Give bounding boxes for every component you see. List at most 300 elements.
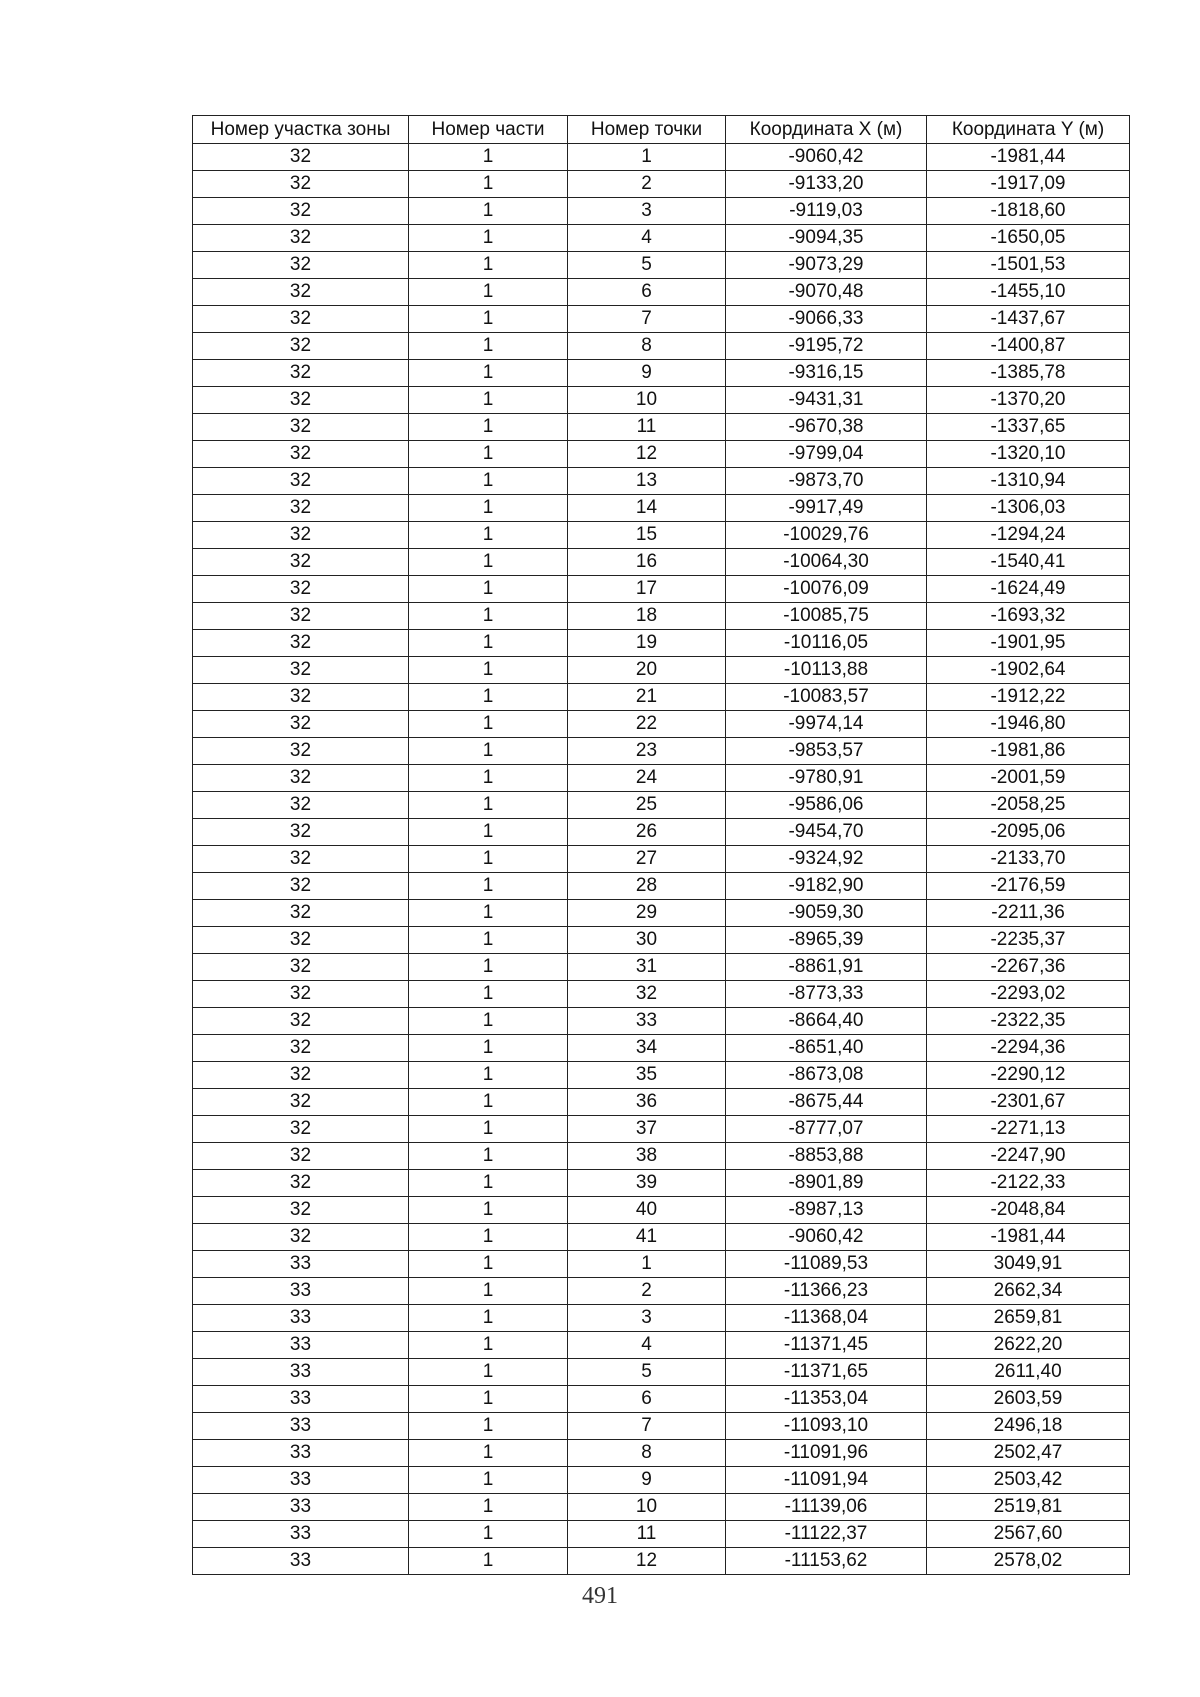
zone-section-cell: 32 <box>193 792 409 819</box>
coordinate-y-cell: -2294,36 <box>927 1035 1130 1062</box>
coordinate-y-cell: 2603,59 <box>927 1386 1130 1413</box>
coordinate-x-cell: -10083,57 <box>726 684 927 711</box>
coordinate-y-cell: -2001,59 <box>927 765 1130 792</box>
coordinate-y-cell: -1294,24 <box>927 522 1130 549</box>
coordinate-y-cell: -1540,41 <box>927 549 1130 576</box>
table-row <box>193 981 1130 1008</box>
table-row <box>193 603 1130 630</box>
part-number-cell: 1 <box>409 792 568 819</box>
table-row <box>193 414 1130 441</box>
coordinate-x-cell: -9060,42 <box>726 144 927 171</box>
header-zone-section: Номер участка зоны <box>193 116 409 144</box>
coordinate-y-cell: -2290,12 <box>927 1062 1130 1089</box>
table-row <box>193 495 1130 522</box>
part-number-cell: 1 <box>409 1305 568 1332</box>
coordinate-y-cell: -1981,44 <box>927 1224 1130 1251</box>
point-number-cell: 1 <box>568 144 726 171</box>
coordinate-y-cell: -1437,67 <box>927 306 1130 333</box>
coordinates-table <box>192 115 1130 1575</box>
coordinate-x-cell: -9431,31 <box>726 387 927 414</box>
coordinate-y-cell: 2496,18 <box>927 1413 1130 1440</box>
zone-section-cell: 32 <box>193 414 409 441</box>
coordinate-x-cell: -10029,76 <box>726 522 927 549</box>
coordinate-x-cell: -8861,91 <box>726 954 927 981</box>
table-row <box>193 738 1130 765</box>
point-number-cell: 12 <box>568 1548 726 1575</box>
point-number-cell: 28 <box>568 873 726 900</box>
table-row <box>193 819 1130 846</box>
coordinate-y-cell: -2322,35 <box>927 1008 1130 1035</box>
coordinate-x-cell: -9974,14 <box>726 711 927 738</box>
table-row <box>193 1386 1130 1413</box>
coordinate-x-cell: -9059,30 <box>726 900 927 927</box>
coordinate-x-cell: -11371,45 <box>726 1332 927 1359</box>
point-number-cell: 3 <box>568 1305 726 1332</box>
part-number-cell: 1 <box>409 279 568 306</box>
zone-section-cell: 33 <box>193 1440 409 1467</box>
part-number-cell: 1 <box>409 1386 568 1413</box>
table-row <box>193 441 1130 468</box>
table-header <box>193 116 1130 144</box>
part-number-cell: 1 <box>409 1413 568 1440</box>
coordinate-x-cell: -8773,33 <box>726 981 927 1008</box>
coordinate-x-cell: -9316,15 <box>726 360 927 387</box>
part-number-cell: 1 <box>409 657 568 684</box>
table-row <box>193 468 1130 495</box>
table-row <box>193 1170 1130 1197</box>
coordinate-y-cell: -1901,95 <box>927 630 1130 657</box>
coordinate-x-cell: -10085,75 <box>726 603 927 630</box>
table-row <box>193 1224 1130 1251</box>
zone-section-cell: 32 <box>193 738 409 765</box>
zone-section-cell: 33 <box>193 1359 409 1386</box>
part-number-cell: 1 <box>409 1332 568 1359</box>
table-row <box>193 846 1130 873</box>
coordinate-y-cell: 2519,81 <box>927 1494 1130 1521</box>
zone-section-cell: 32 <box>193 1170 409 1197</box>
part-number-cell: 1 <box>409 549 568 576</box>
part-number-cell: 1 <box>409 522 568 549</box>
point-number-cell: 29 <box>568 900 726 927</box>
part-number-cell: 1 <box>409 1062 568 1089</box>
zone-section-cell: 32 <box>193 900 409 927</box>
coordinate-y-cell: -1917,09 <box>927 171 1130 198</box>
zone-section-cell: 32 <box>193 711 409 738</box>
zone-section-cell: 32 <box>193 144 409 171</box>
coordinate-x-cell: -9324,92 <box>726 846 927 873</box>
table-row <box>193 1440 1130 1467</box>
coordinate-y-cell: -1693,32 <box>927 603 1130 630</box>
coordinate-y-cell: -2048,84 <box>927 1197 1130 1224</box>
part-number-cell: 1 <box>409 1197 568 1224</box>
coordinate-x-cell: -11366,23 <box>726 1278 927 1305</box>
coordinate-y-cell: -1946,80 <box>927 711 1130 738</box>
coordinate-y-cell: -2247,90 <box>927 1143 1130 1170</box>
table-row <box>193 1143 1130 1170</box>
coordinate-x-cell: -9780,91 <box>726 765 927 792</box>
part-number-cell: 1 <box>409 144 568 171</box>
table-row <box>193 171 1130 198</box>
zone-section-cell: 33 <box>193 1413 409 1440</box>
coordinate-x-cell: -9799,04 <box>726 441 927 468</box>
table-row <box>193 711 1130 738</box>
table-row <box>193 279 1130 306</box>
point-number-cell: 10 <box>568 387 726 414</box>
zone-section-cell: 32 <box>193 279 409 306</box>
coordinate-x-cell: -9060,42 <box>726 1224 927 1251</box>
zone-section-cell: 32 <box>193 1089 409 1116</box>
coordinate-y-cell: -1385,78 <box>927 360 1130 387</box>
zone-section-cell: 32 <box>193 198 409 225</box>
zone-section-cell: 32 <box>193 1062 409 1089</box>
zone-section-cell: 32 <box>193 1224 409 1251</box>
coordinate-x-cell: -9873,70 <box>726 468 927 495</box>
zone-section-cell: 32 <box>193 1197 409 1224</box>
zone-section-cell: 33 <box>193 1278 409 1305</box>
table-row <box>193 360 1130 387</box>
point-number-cell: 7 <box>568 306 726 333</box>
table-row <box>193 900 1130 927</box>
page-number: 491 <box>582 1583 618 1609</box>
point-number-cell: 5 <box>568 1359 726 1386</box>
point-number-cell: 38 <box>568 1143 726 1170</box>
coordinate-y-cell: -1902,64 <box>927 657 1130 684</box>
coordinate-y-cell: -2176,59 <box>927 873 1130 900</box>
table-row <box>193 1467 1130 1494</box>
coordinate-y-cell: -2211,36 <box>927 900 1130 927</box>
point-number-cell: 5 <box>568 252 726 279</box>
coordinate-x-cell: -9917,49 <box>726 495 927 522</box>
table-row <box>193 1251 1130 1278</box>
zone-section-cell: 32 <box>193 333 409 360</box>
part-number-cell: 1 <box>409 765 568 792</box>
point-number-cell: 40 <box>568 1197 726 1224</box>
table-row <box>193 684 1130 711</box>
zone-section-cell: 32 <box>193 360 409 387</box>
zone-section-cell: 32 <box>193 684 409 711</box>
point-number-cell: 8 <box>568 1440 726 1467</box>
part-number-cell: 1 <box>409 414 568 441</box>
zone-section-cell: 32 <box>193 306 409 333</box>
coordinate-x-cell: -9073,29 <box>726 252 927 279</box>
point-number-cell: 31 <box>568 954 726 981</box>
coordinate-y-cell: -1455,10 <box>927 279 1130 306</box>
zone-section-cell: 33 <box>193 1494 409 1521</box>
part-number-cell: 1 <box>409 1521 568 1548</box>
part-number-cell: 1 <box>409 468 568 495</box>
zone-section-cell: 32 <box>193 495 409 522</box>
coordinate-y-cell: -2235,37 <box>927 927 1130 954</box>
coordinate-x-cell: -11153,62 <box>726 1548 927 1575</box>
table-row <box>193 1089 1130 1116</box>
table-row <box>193 387 1130 414</box>
coordinate-x-cell: -9066,33 <box>726 306 927 333</box>
table-row <box>193 765 1130 792</box>
zone-section-cell: 32 <box>193 387 409 414</box>
table-row <box>193 1035 1130 1062</box>
zone-section-cell: 33 <box>193 1305 409 1332</box>
part-number-cell: 1 <box>409 1467 568 1494</box>
part-number-cell: 1 <box>409 1035 568 1062</box>
point-number-cell: 39 <box>568 1170 726 1197</box>
header-coordinate-x: Координата X (м) <box>726 116 927 144</box>
coordinate-y-cell: -2301,67 <box>927 1089 1130 1116</box>
coordinate-x-cell: -11122,37 <box>726 1521 927 1548</box>
point-number-cell: 3 <box>568 198 726 225</box>
coordinate-y-cell: -1370,20 <box>927 387 1130 414</box>
part-number-cell: 1 <box>409 981 568 1008</box>
point-number-cell: 9 <box>568 360 726 387</box>
coordinate-y-cell: 3049,91 <box>927 1251 1130 1278</box>
coordinate-y-cell: -2095,06 <box>927 819 1130 846</box>
table-row <box>193 1359 1130 1386</box>
zone-section-cell: 33 <box>193 1251 409 1278</box>
table-row <box>193 1062 1130 1089</box>
point-number-cell: 13 <box>568 468 726 495</box>
zone-section-cell: 32 <box>193 1035 409 1062</box>
zone-section-cell: 32 <box>193 576 409 603</box>
part-number-cell: 1 <box>409 441 568 468</box>
coordinate-x-cell: -11139,06 <box>726 1494 927 1521</box>
coordinate-x-cell: -9195,72 <box>726 333 927 360</box>
zone-section-cell: 32 <box>193 1116 409 1143</box>
coordinate-x-cell: -9454,70 <box>726 819 927 846</box>
coordinate-x-cell: -9070,48 <box>726 279 927 306</box>
point-number-cell: 41 <box>568 1224 726 1251</box>
coordinate-x-cell: -8664,40 <box>726 1008 927 1035</box>
zone-section-cell: 32 <box>193 603 409 630</box>
part-number-cell: 1 <box>409 198 568 225</box>
table-row <box>193 792 1130 819</box>
part-number-cell: 1 <box>409 225 568 252</box>
coordinate-x-cell: -9094,35 <box>726 225 927 252</box>
part-number-cell: 1 <box>409 306 568 333</box>
table-row <box>193 225 1130 252</box>
coordinate-y-cell: -1981,86 <box>927 738 1130 765</box>
part-number-cell: 1 <box>409 1143 568 1170</box>
coordinate-y-cell: 2662,34 <box>927 1278 1130 1305</box>
point-number-cell: 19 <box>568 630 726 657</box>
coordinate-y-cell: 2502,47 <box>927 1440 1130 1467</box>
coordinate-y-cell: -2271,13 <box>927 1116 1130 1143</box>
coordinate-y-cell: -2122,33 <box>927 1170 1130 1197</box>
coordinate-x-cell: -11371,65 <box>726 1359 927 1386</box>
point-number-cell: 27 <box>568 846 726 873</box>
point-number-cell: 24 <box>568 765 726 792</box>
coordinate-y-cell: 2503,42 <box>927 1467 1130 1494</box>
header-point-number: Номер точки <box>568 116 726 144</box>
point-number-cell: 9 <box>568 1467 726 1494</box>
part-number-cell: 1 <box>409 387 568 414</box>
point-number-cell: 32 <box>568 981 726 1008</box>
coordinate-y-cell: 2659,81 <box>927 1305 1130 1332</box>
coordinate-x-cell: -8673,08 <box>726 1062 927 1089</box>
point-number-cell: 35 <box>568 1062 726 1089</box>
zone-section-cell: 32 <box>193 252 409 279</box>
part-number-cell: 1 <box>409 1440 568 1467</box>
point-number-cell: 12 <box>568 441 726 468</box>
table-row <box>193 1305 1130 1332</box>
zone-section-cell: 32 <box>193 522 409 549</box>
header-part-number: Номер части <box>409 116 568 144</box>
part-number-cell: 1 <box>409 171 568 198</box>
zone-section-cell: 32 <box>193 441 409 468</box>
point-number-cell: 15 <box>568 522 726 549</box>
zone-section-cell: 33 <box>193 1332 409 1359</box>
point-number-cell: 11 <box>568 414 726 441</box>
part-number-cell: 1 <box>409 1008 568 1035</box>
coordinate-y-cell: -1400,87 <box>927 333 1130 360</box>
zone-section-cell: 32 <box>193 1143 409 1170</box>
part-number-cell: 1 <box>409 954 568 981</box>
zone-section-cell: 33 <box>193 1521 409 1548</box>
table-row <box>193 1413 1130 1440</box>
point-number-cell: 25 <box>568 792 726 819</box>
point-number-cell: 33 <box>568 1008 726 1035</box>
zone-section-cell: 33 <box>193 1467 409 1494</box>
part-number-cell: 1 <box>409 495 568 522</box>
part-number-cell: 1 <box>409 819 568 846</box>
part-number-cell: 1 <box>409 1089 568 1116</box>
zone-section-cell: 32 <box>193 171 409 198</box>
zone-section-cell: 32 <box>193 981 409 1008</box>
coordinate-x-cell: -10113,88 <box>726 657 927 684</box>
coordinate-x-cell: -9586,06 <box>726 792 927 819</box>
table-row <box>193 1494 1130 1521</box>
table-row <box>193 144 1130 171</box>
zone-section-cell: 32 <box>193 927 409 954</box>
coordinate-x-cell: -8901,89 <box>726 1170 927 1197</box>
coordinate-x-cell: -11353,04 <box>726 1386 927 1413</box>
coordinate-x-cell: -11091,96 <box>726 1440 927 1467</box>
part-number-cell: 1 <box>409 252 568 279</box>
part-number-cell: 1 <box>409 684 568 711</box>
part-number-cell: 1 <box>409 1359 568 1386</box>
point-number-cell: 21 <box>568 684 726 711</box>
point-number-cell: 7 <box>568 1413 726 1440</box>
table-row <box>193 1008 1130 1035</box>
coordinate-y-cell: -1501,53 <box>927 252 1130 279</box>
part-number-cell: 1 <box>409 900 568 927</box>
coordinate-x-cell: -9670,38 <box>726 414 927 441</box>
point-number-cell: 20 <box>568 657 726 684</box>
table-row <box>193 333 1130 360</box>
coordinate-x-cell: -8651,40 <box>726 1035 927 1062</box>
point-number-cell: 4 <box>568 225 726 252</box>
point-number-cell: 6 <box>568 1386 726 1413</box>
point-number-cell: 16 <box>568 549 726 576</box>
coordinate-y-cell: -2267,36 <box>927 954 1130 981</box>
table-row <box>193 522 1130 549</box>
coordinate-x-cell: -8965,39 <box>726 927 927 954</box>
coordinate-x-cell: -8853,88 <box>726 1143 927 1170</box>
point-number-cell: 8 <box>568 333 726 360</box>
table-row <box>193 1521 1130 1548</box>
table-row <box>193 954 1130 981</box>
table-row <box>193 873 1130 900</box>
table-row <box>193 1197 1130 1224</box>
table-row <box>193 549 1130 576</box>
point-number-cell: 6 <box>568 279 726 306</box>
part-number-cell: 1 <box>409 1170 568 1197</box>
point-number-cell: 11 <box>568 1521 726 1548</box>
coordinate-y-cell: 2578,02 <box>927 1548 1130 1575</box>
coordinate-y-cell: 2567,60 <box>927 1521 1130 1548</box>
coordinate-y-cell: 2622,20 <box>927 1332 1130 1359</box>
table-row <box>193 1278 1130 1305</box>
table-row <box>193 252 1130 279</box>
coordinate-x-cell: -11089,53 <box>726 1251 927 1278</box>
zone-section-cell: 32 <box>193 657 409 684</box>
part-number-cell: 1 <box>409 927 568 954</box>
point-number-cell: 2 <box>568 171 726 198</box>
coordinate-x-cell: -8675,44 <box>726 1089 927 1116</box>
coordinate-y-cell: -2293,02 <box>927 981 1130 1008</box>
part-number-cell: 1 <box>409 630 568 657</box>
table-row <box>193 1116 1130 1143</box>
table-row <box>193 576 1130 603</box>
zone-section-cell: 32 <box>193 765 409 792</box>
point-number-cell: 34 <box>568 1035 726 1062</box>
part-number-cell: 1 <box>409 1494 568 1521</box>
point-number-cell: 23 <box>568 738 726 765</box>
part-number-cell: 1 <box>409 738 568 765</box>
coordinate-x-cell: -9119,03 <box>726 198 927 225</box>
part-number-cell: 1 <box>409 1278 568 1305</box>
point-number-cell: 14 <box>568 495 726 522</box>
coordinate-x-cell: -10116,05 <box>726 630 927 657</box>
point-number-cell: 30 <box>568 927 726 954</box>
zone-section-cell: 32 <box>193 630 409 657</box>
part-number-cell: 1 <box>409 1548 568 1575</box>
coordinate-x-cell: -8987,13 <box>726 1197 927 1224</box>
zone-section-cell: 32 <box>193 468 409 495</box>
table-body <box>193 144 1130 1575</box>
part-number-cell: 1 <box>409 333 568 360</box>
coordinate-x-cell: -8777,07 <box>726 1116 927 1143</box>
table-row <box>193 1332 1130 1359</box>
coordinate-y-cell: -1650,05 <box>927 225 1130 252</box>
point-number-cell: 22 <box>568 711 726 738</box>
zone-section-cell: 32 <box>193 549 409 576</box>
coordinate-x-cell: -9853,57 <box>726 738 927 765</box>
zone-section-cell: 32 <box>193 819 409 846</box>
coordinate-y-cell: -1306,03 <box>927 495 1130 522</box>
point-number-cell: 36 <box>568 1089 726 1116</box>
table-row <box>193 1548 1130 1575</box>
coordinate-x-cell: -11091,94 <box>726 1467 927 1494</box>
coordinate-y-cell: -2058,25 <box>927 792 1130 819</box>
part-number-cell: 1 <box>409 603 568 630</box>
part-number-cell: 1 <box>409 360 568 387</box>
coordinate-y-cell: 2611,40 <box>927 1359 1130 1386</box>
point-number-cell: 17 <box>568 576 726 603</box>
part-number-cell: 1 <box>409 1224 568 1251</box>
coordinate-x-cell: -10076,09 <box>726 576 927 603</box>
header-coordinate-y: Координата Y (м) <box>927 116 1130 144</box>
coordinate-y-cell: -1320,10 <box>927 441 1130 468</box>
coordinate-x-cell: -10064,30 <box>726 549 927 576</box>
part-number-cell: 1 <box>409 711 568 738</box>
table-row <box>193 927 1130 954</box>
point-number-cell: 4 <box>568 1332 726 1359</box>
table-row <box>193 657 1130 684</box>
part-number-cell: 1 <box>409 576 568 603</box>
coordinate-y-cell: -1310,94 <box>927 468 1130 495</box>
zone-section-cell: 32 <box>193 873 409 900</box>
coordinate-x-cell: -9133,20 <box>726 171 927 198</box>
header-row <box>193 116 1130 144</box>
